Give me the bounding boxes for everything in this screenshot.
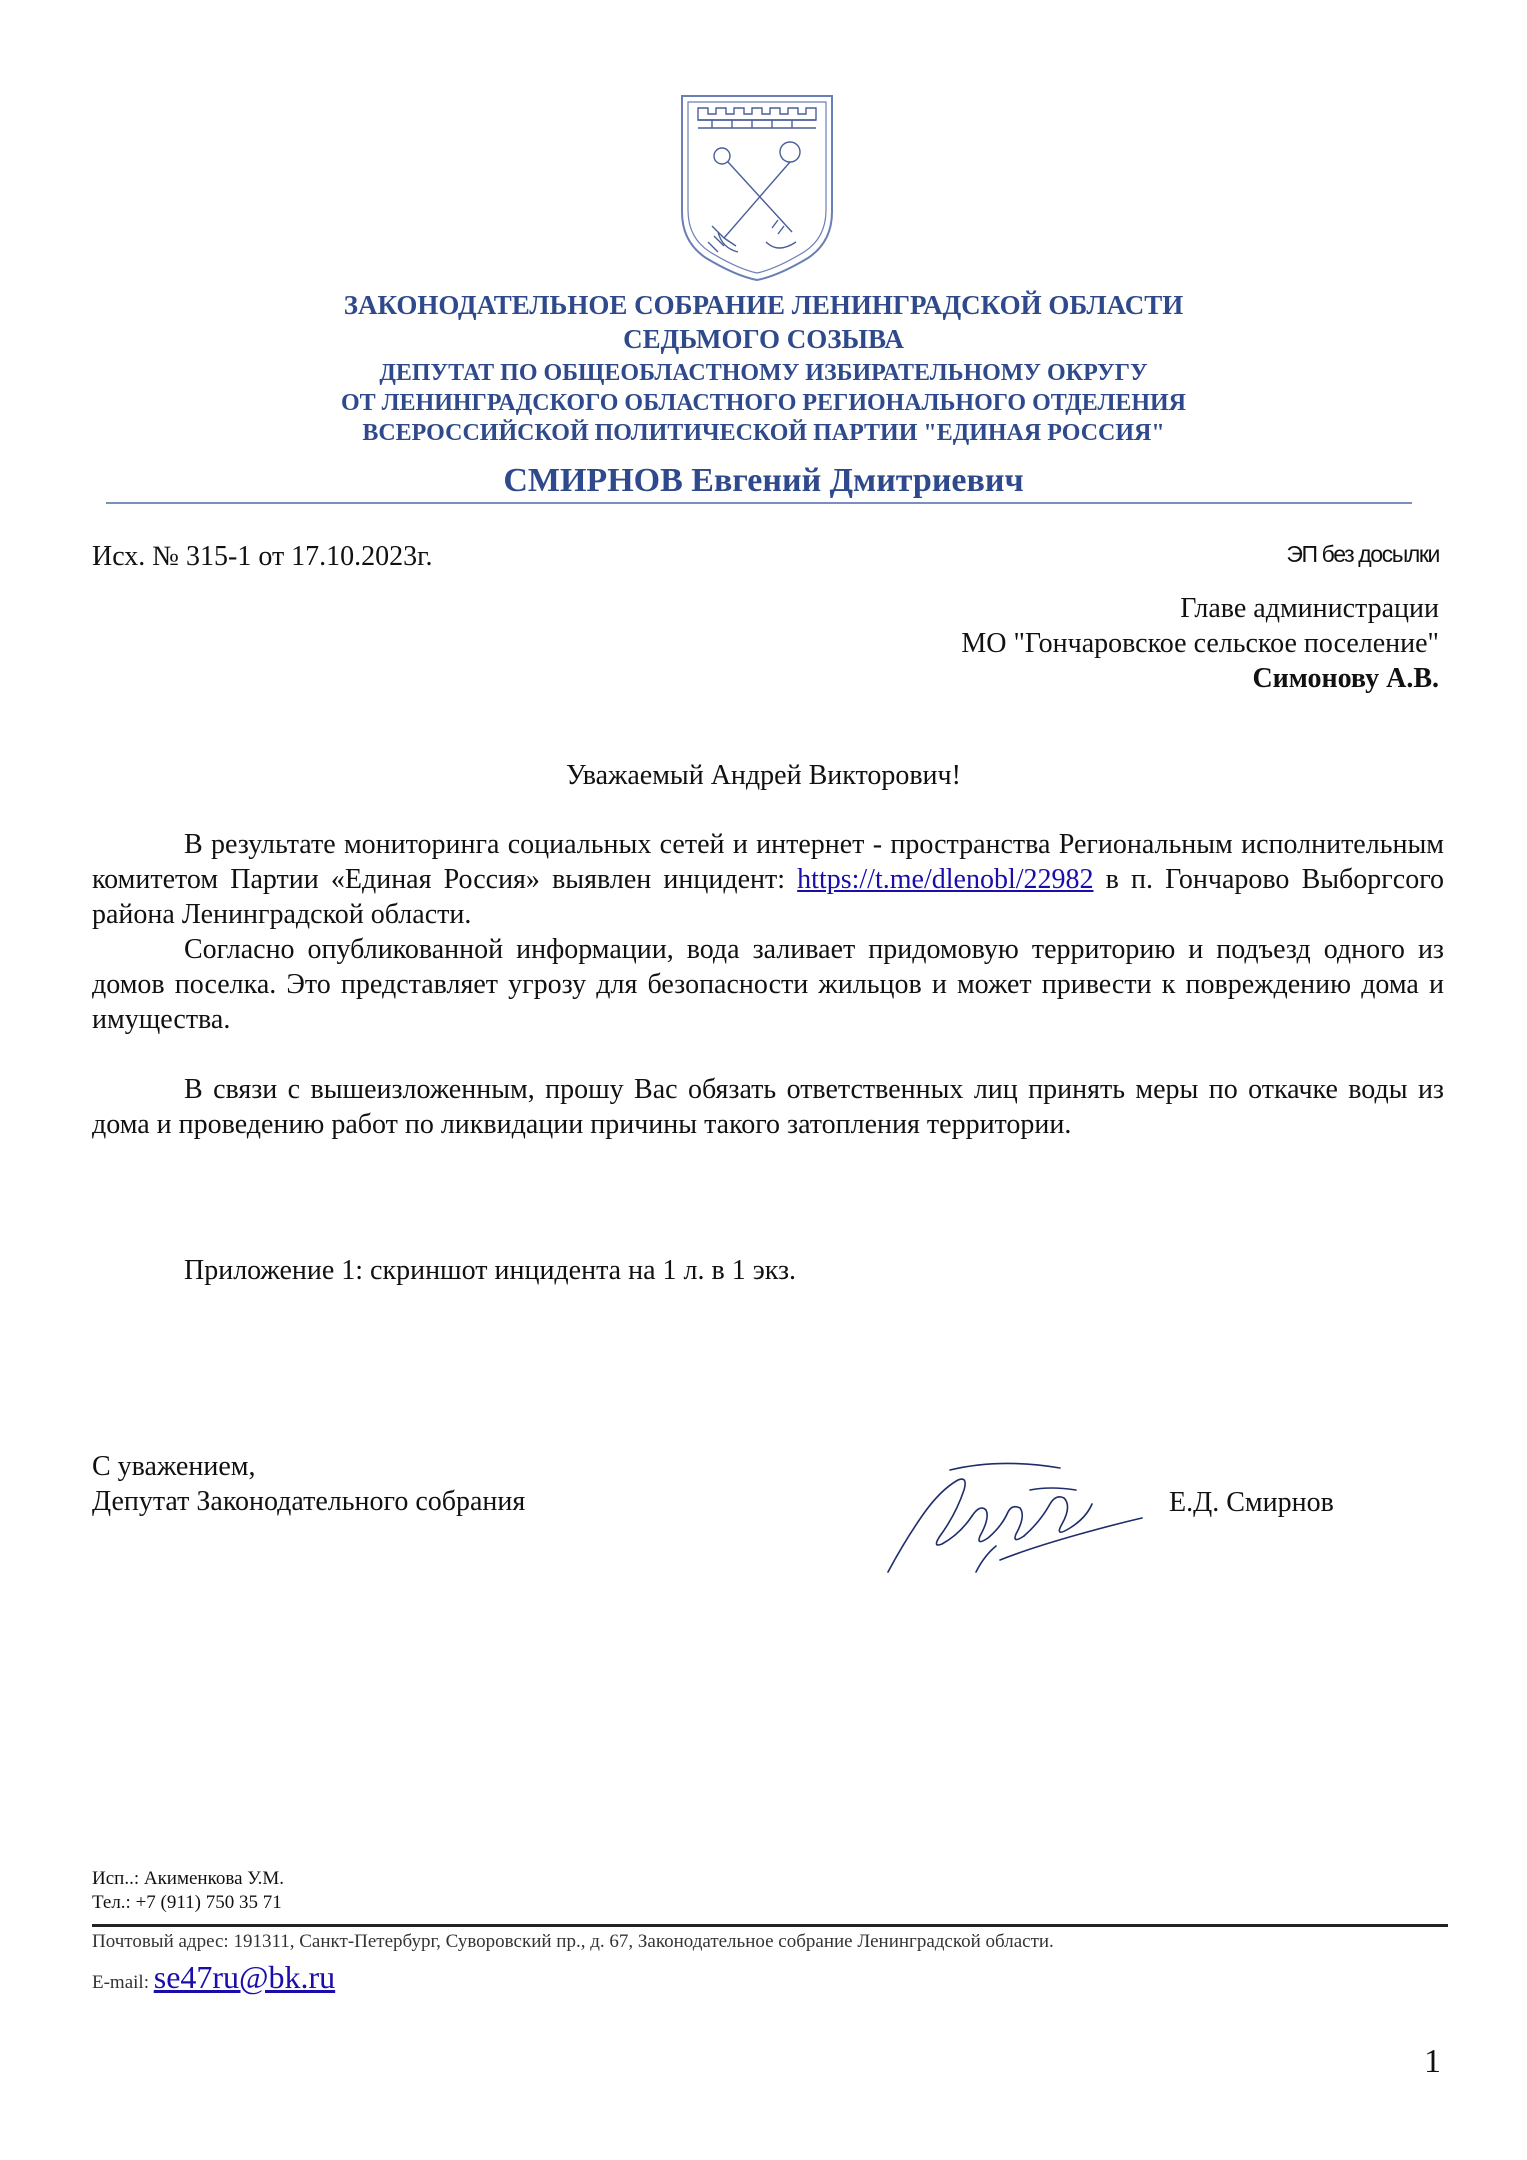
outgoing-reference: Исх. № 315-1 от 17.10.2023г. [92, 541, 433, 572]
letter-body [92, 827, 1444, 1142]
addressee-position: Главе администрации [1180, 593, 1439, 624]
paragraph-1-end: в п. Гончарово Выборгсого района Ленинградской области. [92, 864, 1445, 930]
letterhead-line-1: ЗАКОНОДАТЕЛЬНОЕ СОБРАНИЕ ЛЕНИНГРАДСКОЙ ОБЛАСТИ [343, 290, 1184, 320]
coat-of-arms-emblem [678, 92, 836, 282]
ep-note: ЭП без досылки [1286, 541, 1439, 567]
greeting: Уважаемый Андрей Викторович! [566, 760, 961, 791]
closing-regards: С уважением, [92, 1451, 256, 1482]
attachment-note: Приложение 1: скриншот инцидента на 1 л. в 1 экз. [184, 1255, 797, 1286]
addressee-name: Симонову А.В. [1252, 663, 1439, 694]
footer-divider [92, 1924, 1448, 1927]
closing-position: Депутат Законодательного собрания [92, 1486, 526, 1517]
executor-phone: Тел.: +7 (911) 750 35 71 [92, 1892, 282, 1913]
signer-name: Е.Д. Смирнов [1169, 1487, 1334, 1518]
paragraph-1-start: В результате мониторинга социальных сетей и интернет - пространства Региональным исполнительным комитетом Партии «Единая Россия» выявлен инцидент: [92, 829, 1444, 895]
header-divider [106, 502, 1412, 504]
letterhead-line-4: ОТ ЛЕНИНГРАДСКОГО ОБЛАСТНОГО РЕГИОНАЛЬНОГО ОТДЕЛЕНИЯ [340, 390, 1186, 416]
paragraph-1 [92, 827, 1444, 932]
email-line [92, 1960, 335, 2000]
paragraph-2: Согласно опубликованной информации, вода заливает придомовую территорию и подъезд одного из домов поселка. Это представляет угрозу для безопасности жильцов и может привести к повреждению дома и имущества. [92, 934, 1444, 1035]
page-number: 1 [1424, 2043, 1441, 2080]
closing-block [92, 1449, 525, 1519]
handwritten-signature [880, 1460, 1150, 1578]
addressee-organization: МО "Гончаровское сельское поселение" [961, 628, 1439, 659]
postal-value: 191311, Санкт-Петербург, Суворовский пр., д. 67, Законодательное собрание Ленинградской области. [228, 1931, 1054, 1952]
email-label: E-mail: [92, 1972, 154, 1993]
email-link[interactable]: se47ru@bk.ru [153, 1959, 336, 1995]
incident-link[interactable]: https://t.me/dlenobl/22982 [797, 864, 1094, 895]
addressee-block [961, 591, 1439, 696]
postal-label: Почтовый адрес: [92, 1931, 229, 1952]
letterhead-organization [0, 288, 1527, 356]
executor-name: Исп..: Акименкова У.М. [92, 1868, 285, 1889]
paragraph-3: В связи с вышеизложенным, прошу Вас обязать ответственных лиц принять меры по откачке воды из дома и проведению работ по ликвидации причины такого затопления территории. [92, 1074, 1444, 1140]
letterhead-deputy-district [0, 358, 1527, 448]
executor-info [92, 1867, 284, 1915]
letterhead-line-5: ВСЕРОССИЙСКОЙ ПОЛИТИЧЕСКОЙ ПАРТИИ "ЕДИНАЯ РОССИЯ" [362, 420, 1165, 446]
letterhead-line-3: ДЕПУТАТ ПО ОБЩЕОБЛАСТНОМУ ИЗБИРАТЕЛЬНОМУ ОКРУГУ [379, 360, 1148, 386]
postal-address [92, 1929, 1054, 1955]
deputy-name: СМИРНОВ Евгений Дмитриевич [503, 462, 1024, 499]
letterhead-line-2: СЕДЬМОГО СОЗЫВА [623, 324, 904, 354]
